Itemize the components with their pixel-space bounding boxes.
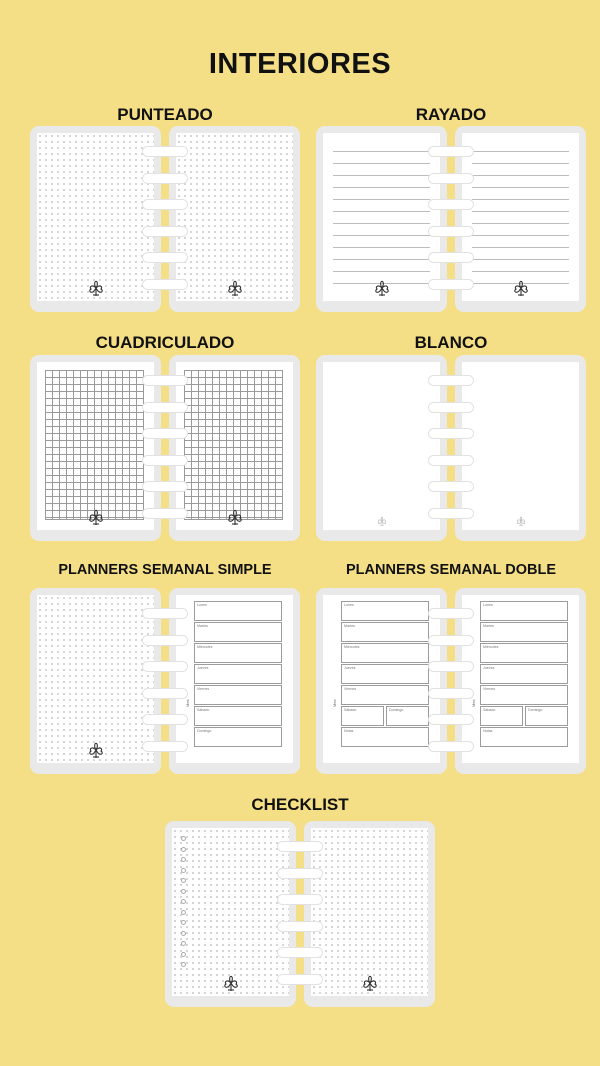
binder-ring bbox=[143, 689, 187, 698]
binder-ring bbox=[429, 662, 473, 671]
day-box bbox=[194, 601, 282, 621]
shamrock-logo-icon bbox=[376, 515, 388, 527]
binder-ring bbox=[143, 200, 187, 209]
section-title-punteado: PUNTEADO bbox=[117, 105, 213, 124]
day-box bbox=[525, 706, 568, 726]
day-box bbox=[480, 664, 568, 684]
checkbox-circle bbox=[181, 868, 186, 873]
binder-ring bbox=[278, 869, 322, 878]
month-label: Mes bbox=[185, 699, 190, 707]
binder-ring bbox=[143, 662, 187, 671]
notebook-cuadriculado bbox=[30, 355, 300, 541]
day-box bbox=[341, 643, 429, 663]
binder-ring bbox=[278, 895, 322, 904]
day-label: Domingo bbox=[389, 708, 404, 712]
binder-ring bbox=[429, 174, 473, 183]
notes-box bbox=[341, 727, 429, 747]
binder-ring bbox=[429, 715, 473, 724]
month-label: Mes bbox=[471, 699, 476, 707]
day-label: Viernes bbox=[483, 687, 496, 691]
day-box bbox=[341, 601, 429, 621]
notes-label: Notas bbox=[344, 729, 354, 733]
checkbox-circle bbox=[181, 899, 186, 904]
day-box bbox=[386, 706, 429, 726]
notebook-punteado bbox=[30, 126, 300, 312]
day-label: Sábado bbox=[344, 708, 357, 712]
binder-ring bbox=[143, 174, 187, 183]
grid-lines bbox=[45, 370, 144, 520]
day-box bbox=[341, 706, 384, 726]
left-page bbox=[165, 821, 296, 1007]
binder-ring bbox=[429, 253, 473, 262]
binder-ring bbox=[143, 715, 187, 724]
binder-ring bbox=[429, 147, 473, 156]
binder-ring bbox=[278, 948, 322, 957]
binder-ring bbox=[143, 482, 187, 491]
day-label: Jueves bbox=[197, 666, 209, 670]
binder-ring bbox=[143, 403, 187, 412]
day-label: Miércoles bbox=[197, 645, 213, 649]
shamrock-logo-icon bbox=[515, 515, 527, 527]
left-page bbox=[316, 355, 447, 541]
binder-ring bbox=[429, 403, 473, 412]
binder-ring bbox=[143, 509, 187, 518]
page-sheet bbox=[323, 595, 440, 763]
notebook-rayado bbox=[316, 126, 586, 312]
page-sheet bbox=[37, 133, 154, 301]
binder-ring bbox=[429, 227, 473, 236]
day-label: Domingo bbox=[197, 729, 212, 733]
section-title-rayado: RAYADO bbox=[415, 105, 487, 124]
right-page bbox=[169, 588, 300, 774]
day-box bbox=[341, 664, 429, 684]
day-label: Sábado bbox=[483, 708, 496, 712]
right-page bbox=[169, 126, 300, 312]
binder-ring bbox=[143, 280, 187, 289]
shamrock-logo-icon bbox=[372, 278, 392, 298]
right-page bbox=[455, 588, 586, 774]
day-label: Domingo bbox=[528, 708, 543, 712]
month-label: Mes bbox=[332, 699, 337, 707]
binder-ring bbox=[429, 429, 473, 438]
day-label: Martes bbox=[483, 624, 494, 628]
binder-ring bbox=[429, 636, 473, 645]
right-page bbox=[304, 821, 435, 1007]
day-box bbox=[194, 622, 282, 642]
shamrock-logo-icon bbox=[225, 507, 245, 527]
notebook-semanal-doble bbox=[316, 588, 586, 774]
checkbox-circle bbox=[181, 931, 186, 936]
section-title-blanco: BLANCO bbox=[414, 333, 488, 352]
left-page bbox=[30, 588, 161, 774]
binder-ring bbox=[429, 280, 473, 289]
shamrock-logo-icon bbox=[86, 278, 106, 298]
binder-ring bbox=[278, 975, 322, 984]
binder-ring bbox=[429, 482, 473, 491]
binder-ring bbox=[429, 609, 473, 618]
checkbox-circle bbox=[181, 962, 186, 967]
day-box bbox=[480, 601, 568, 621]
day-label: Viernes bbox=[197, 687, 210, 691]
notebook-blanco bbox=[316, 355, 586, 541]
binder-ring bbox=[278, 922, 322, 931]
day-box bbox=[194, 664, 282, 684]
day-label: Jueves bbox=[483, 666, 495, 670]
notes-box bbox=[480, 727, 568, 747]
checkbox-circle bbox=[181, 941, 186, 946]
binder-ring bbox=[429, 200, 473, 209]
binder-ring bbox=[143, 429, 187, 438]
checkbox-circle bbox=[181, 836, 186, 841]
day-box bbox=[480, 643, 568, 663]
checkbox-circle bbox=[181, 920, 186, 925]
left-page bbox=[30, 126, 161, 312]
binder-ring bbox=[278, 842, 322, 851]
right-page bbox=[455, 126, 586, 312]
checkbox-circle bbox=[181, 878, 186, 883]
left-page bbox=[316, 126, 447, 312]
shamrock-logo-icon bbox=[86, 740, 106, 760]
left-page bbox=[316, 588, 447, 774]
day-box bbox=[480, 706, 523, 726]
grid-lines bbox=[184, 370, 283, 520]
ruled-lines bbox=[472, 141, 569, 287]
binder-ring bbox=[143, 636, 187, 645]
page-sheet bbox=[462, 595, 579, 763]
section-title-checklist: CHECKLIST bbox=[251, 795, 349, 814]
page-sheet bbox=[323, 133, 440, 301]
day-label: Martes bbox=[197, 624, 208, 628]
notes-label: Notas bbox=[483, 729, 493, 733]
day-box bbox=[194, 706, 282, 726]
day-label: Viernes bbox=[344, 687, 357, 691]
shamrock-logo-icon bbox=[221, 973, 241, 993]
day-box bbox=[341, 622, 429, 642]
section-title-semanal-doble: PLANNERS SEMANAL DOBLE bbox=[346, 562, 556, 578]
shamrock-logo-icon bbox=[360, 973, 380, 993]
page-sheet bbox=[37, 595, 154, 763]
page-sheet bbox=[176, 595, 293, 763]
notebook-checklist bbox=[165, 821, 435, 1007]
right-page bbox=[455, 355, 586, 541]
binder-ring bbox=[143, 253, 187, 262]
page-sheet bbox=[323, 362, 440, 530]
day-box bbox=[194, 685, 282, 705]
binder-ring bbox=[143, 227, 187, 236]
binder-ring bbox=[429, 742, 473, 751]
page-sheet bbox=[176, 362, 293, 530]
checkbox-circle bbox=[181, 857, 186, 862]
binder-ring bbox=[143, 609, 187, 618]
binder-ring bbox=[429, 689, 473, 698]
page-sheet bbox=[311, 828, 428, 996]
day-box bbox=[341, 685, 429, 705]
ruled-lines bbox=[333, 141, 430, 287]
page-sheet bbox=[462, 362, 579, 530]
day-label: Lunes bbox=[483, 603, 493, 607]
right-page bbox=[169, 355, 300, 541]
day-label: Lunes bbox=[344, 603, 354, 607]
left-page bbox=[30, 355, 161, 541]
checkbox-circle bbox=[181, 952, 186, 957]
page-sheet bbox=[176, 133, 293, 301]
page-sheet bbox=[462, 133, 579, 301]
day-label: Miércoles bbox=[483, 645, 499, 649]
checkbox-circle bbox=[181, 847, 186, 852]
binder-ring bbox=[143, 147, 187, 156]
day-label: Lunes bbox=[197, 603, 207, 607]
binder-ring bbox=[429, 509, 473, 518]
day-label: Sábado bbox=[197, 708, 210, 712]
binder-ring bbox=[143, 456, 187, 465]
binder-ring bbox=[429, 376, 473, 385]
page-title: INTERIORES bbox=[208, 48, 392, 80]
section-title-cuadriculado: CUADRICULADO bbox=[95, 333, 235, 352]
day-label: Jueves bbox=[344, 666, 356, 670]
notebook-semanal-simple bbox=[30, 588, 300, 774]
day-box bbox=[480, 685, 568, 705]
checkbox-circle bbox=[181, 889, 186, 894]
day-box bbox=[194, 643, 282, 663]
day-box bbox=[194, 727, 282, 747]
checkbox-circle bbox=[181, 910, 186, 915]
day-label: Martes bbox=[344, 624, 355, 628]
binder-ring bbox=[429, 456, 473, 465]
section-title-semanal-simple: PLANNERS SEMANAL SIMPLE bbox=[58, 562, 272, 578]
binder-ring bbox=[143, 742, 187, 751]
binder-ring bbox=[143, 376, 187, 385]
page-sheet bbox=[37, 362, 154, 530]
shamrock-logo-icon bbox=[511, 278, 531, 298]
page-sheet bbox=[172, 828, 289, 996]
day-box bbox=[480, 622, 568, 642]
day-label: Miércoles bbox=[344, 645, 360, 649]
shamrock-logo-icon bbox=[86, 507, 106, 527]
shamrock-logo-icon bbox=[225, 278, 245, 298]
